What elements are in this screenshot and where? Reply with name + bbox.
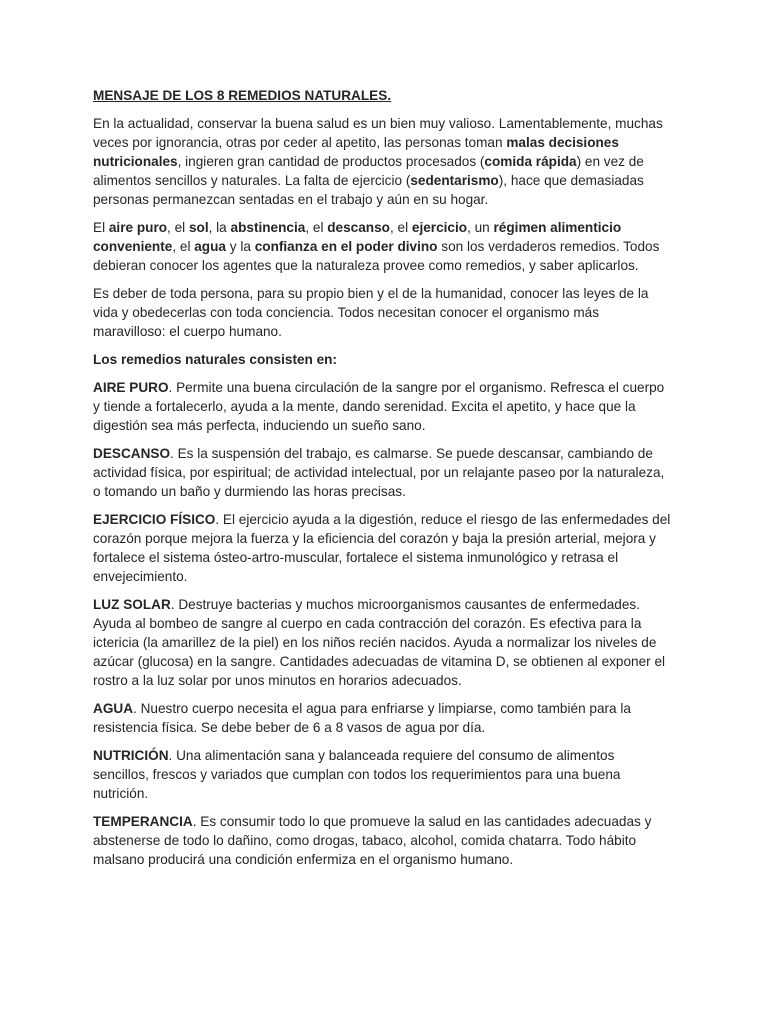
bold-phrase: sedentarismo [410, 173, 499, 188]
text-run: ) en vez de alimentos sencillos y naturales. La falta de ejercicio ( [93, 154, 644, 188]
remedy-item [93, 746, 673, 803]
remedy-item [93, 595, 673, 690]
remedy-item [93, 378, 673, 435]
text-run: El [93, 220, 109, 235]
bold-phrase: aire puro [108, 220, 168, 235]
bold-phrase: ejercicio [411, 220, 468, 235]
text-run: , un [467, 220, 494, 235]
remedy-description: . Es la suspensión del trabajo, es calmarse. Se puede descansar, cambiando de actividad física, por espiritual; de actividad intelectual, por un relajante paseo por la naturaleza, o tomando un baño y durmiendo las horas precisas. [93, 446, 665, 499]
bold-phrase: descanso [327, 220, 390, 235]
text-run: , el [305, 220, 328, 235]
remedy-term: DESCANSO [93, 446, 171, 461]
document-title: MENSAJE DE LOS 8 REMEDIOS NATURALES. [93, 88, 392, 103]
bold-phrase: régimen alimenticio conveniente [93, 220, 622, 254]
remedy-item [93, 444, 673, 501]
remedy-item [93, 812, 673, 869]
intro-paragraph [93, 218, 673, 275]
bold-phrase: malas decisiones nutricionales [93, 135, 619, 169]
text-run: , el [172, 239, 195, 254]
remedy-term: TEMPERANCIA [93, 814, 193, 829]
bold-phrase: agua [194, 239, 226, 254]
text-run: y la [225, 239, 255, 254]
remedy-description: . Nuestro cuerpo necesita el agua para enfriarse y limpiarse, como también para la resistencia física. Se debe beber de 6 a 8 vasos de agua por día. [93, 701, 631, 735]
remedy-description: . Destruye bacterias y muchos microorganismos causantes de enfermedades. Ayuda al bombeo de sangre al cuerpo en cada contracción del corazón. Es efectiva para la ictericia (la amarillez de la piel) en los niños recién nacidos. Ayuda a normalizar los niveles de azúcar (glucosa) en la sangre. Cantidades adecuadas de vitamina D, se obtienen al exponer el rostro a la luz solar por unos minutos en horarios adecuados. [93, 597, 666, 688]
remedy-description: . El ejercicio ayuda a la digestión, reduce el riesgo de las enfermedades del corazón porque mejora la fuerza y la eficiencia del corazón y baja la presión arterial, mejora y fortalece el sistema ósteo-artro-muscular, fortalece el sistema inmunológico y retrasa el envejecimiento. [93, 512, 671, 584]
intro-section [93, 114, 673, 341]
text-run: , el [389, 220, 412, 235]
remedies-heading: Los remedios naturales consisten en: [93, 352, 338, 367]
bold-phrase: abstinencia [230, 220, 306, 235]
remedy-description: . Es consumir todo lo que promueve la salud en las cantidades adecuadas y abstenerse de todo lo dañino, como drogas, tabaco, alcohol, comida chatarra. Todo hábito malsano producirá una condición enfermiza en el organismo humano. [93, 814, 652, 867]
remedies-list [93, 378, 673, 869]
remedy-term: LUZ SOLAR [93, 597, 171, 612]
text-run: , el [167, 220, 189, 235]
intro-paragraph [93, 284, 673, 341]
remedy-term: EJERCICIO FÍSICO [93, 512, 216, 527]
remedy-term: AGUA [93, 701, 134, 716]
remedy-item [93, 510, 673, 586]
text-run: , la [208, 220, 231, 235]
remedy-description: . Una alimentación sana y balanceada requiere del consumo de alimentos sencillos, frescos y variados que cumplan con todos los requerimientos para una buena nutrición. [93, 748, 621, 801]
remedy-item [93, 699, 673, 737]
intro-paragraph [93, 114, 673, 209]
document-page [93, 86, 673, 878]
remedy-term: AIRE PURO [93, 380, 169, 395]
text-run: , ingieren gran cantidad de productos procesados ( [177, 154, 485, 169]
bold-phrase: sol [188, 220, 209, 235]
bold-phrase: confianza en el poder divino [254, 239, 438, 254]
text-run: En la actualidad, conservar la buena salud es un bien muy valioso. Lamentablemente, muchas veces por ignorancia, otras por ceder al apetito, las personas toman [93, 116, 663, 150]
text-run: ), hace que demasiadas personas permanezcan sentadas en el trabajo y aún en su hogar. [93, 173, 644, 207]
text-run: son los verdaderos remedios. Todos debieran conocer los agentes que la naturaleza provee como remedios, y saber aplicarlos. [93, 239, 660, 273]
text-run: Es deber de toda persona, para su propio bien y el de la humanidad, conocer las leyes de la vida y obedecerlas con toda conciencia. Todos necesitan conocer el organismo más maravilloso: el cuerpo humano. [93, 286, 649, 339]
bold-phrase: comida rápida [484, 154, 577, 169]
remedy-term: NUTRICIÓN [93, 748, 169, 763]
remedy-description: . Permite una buena circulación de la sangre por el organismo. Refresca el cuerpo y tiende a fortalecerlo, ayuda a la mente, dando serenidad. Excita el apetito, y hace que la digestión sea más perfecta, induciendo un sueño sano. [93, 380, 665, 433]
